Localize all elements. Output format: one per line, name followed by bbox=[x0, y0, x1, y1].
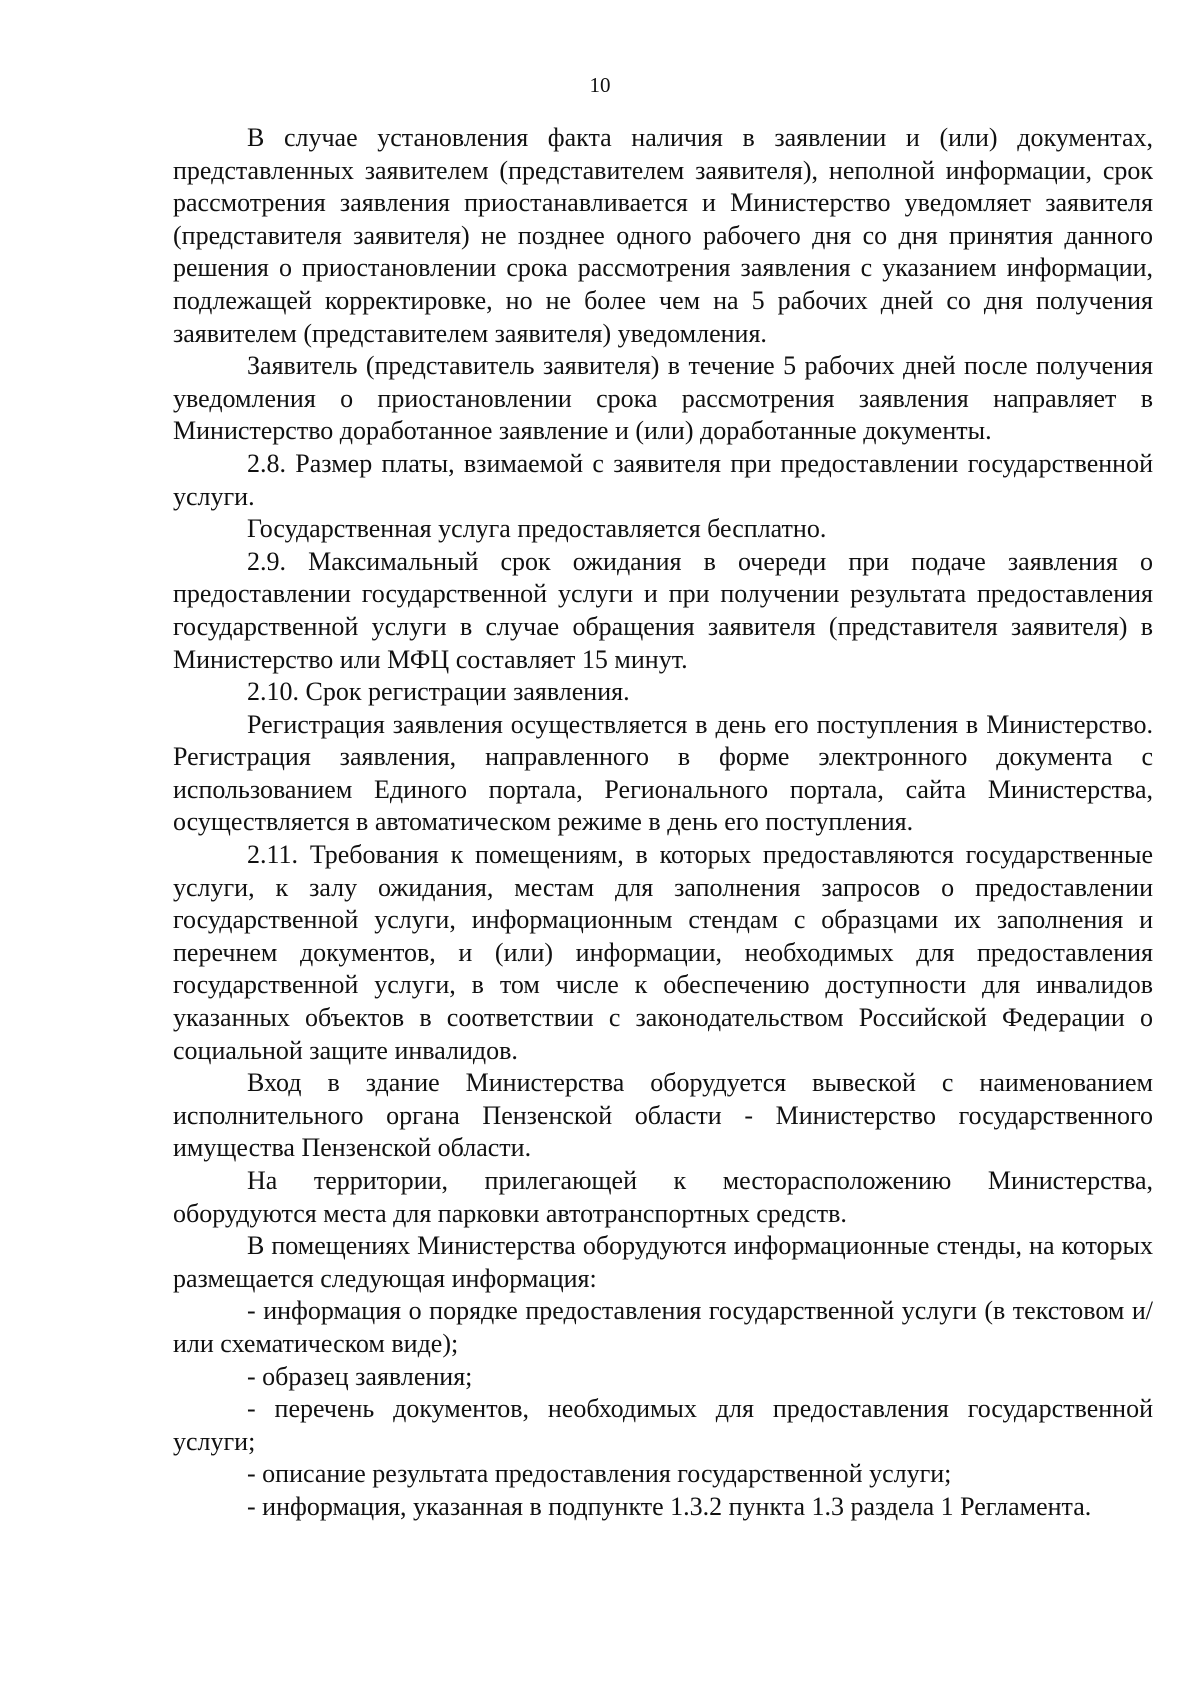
document-body bbox=[173, 122, 1153, 1524]
paragraph-registration: Регистрация заявления осуществляется в день его поступления в Министерство. Регистрация заявления, направленного в форме электронного документа с использованием Единого портала, Регионального портала, сайта Министерства, осуществляется в автоматическом режиме в день его поступления. bbox=[173, 709, 1153, 837]
list-item-reglament-reference: - информация, указанная в подпункте 1.3.2 пункта 1.3 раздела 1 Регламента. bbox=[247, 1491, 1092, 1521]
paragraph-suspension-notice: В случае установления факта наличия в заявлении и (или) документах, представленных заявителем (представителем заявителя), неполной информации, срок рассмотрения заявления приостанавливается и Министерство уведомляет заявителя (представителя заявителя) не позднее одного рабочего дня со дня принятия данного решения о приостановлении срока рассмотрения заявления с указанием информации, подлежащей корректировке, но не более чем на 5 рабочих дней со дня получения заявителем (представителем заявителя) уведомления. bbox=[173, 123, 1153, 348]
paragraph-2-8-fee: 2.8. Размер платы, взимаемой с заявителя при предоставлении государственной услуги. bbox=[173, 448, 1153, 511]
list-item-application-sample: - образец заявления; bbox=[247, 1361, 473, 1391]
paragraph-2-9-waiting-time: 2.9. Максимальный срок ожидания в очереди при подаче заявления о предоставлении государственной услуги и при получении результата предоставления государственной услуги в случае обращения заявителя (представителя заявителя) в Министерство или МФЦ составляет 15 минут. bbox=[173, 546, 1153, 674]
list-item-procedure-info: - информация о порядке предоставления государственной услуги (в текстовом и/или схематическом виде); bbox=[173, 1296, 1153, 1358]
list-item-result-description: - описание результата предоставления государственной услуги; bbox=[247, 1459, 952, 1489]
paragraph-free-service: Государственная услуга предоставляется бесплатно. bbox=[247, 514, 827, 544]
paragraph-2-11-premises-requirements: 2.11. Требования к помещениям, в которых предоставляются государственные услуги, к залу ожидания, местам для заполнения запросов о предоставлении государственной услуги, информационным стендам с образцами их заполнения и перечнем документов, и (или) информации, необходимых для предоставления государственной услуги, в том числе к обеспечению доступности для инвалидов указанных объектов в соответствии с законодательством Российской Федерации о социальной защите инвалидов. bbox=[173, 840, 1153, 1065]
paragraph-2-10-registration-term: 2.10. Срок регистрации заявления. bbox=[247, 677, 630, 707]
paragraph-parking: На территории, прилегающей к месторасположению Министерства, оборудуются места для парковки автотранспортных средств. bbox=[173, 1166, 1153, 1228]
paragraph-info-stands: В помещениях Министерства оборудуются информационные стенды, на которых размещается следующая информация: bbox=[173, 1231, 1153, 1293]
list-item-documents-list: - перечень документов, необходимых для предоставления государственной услуги; bbox=[173, 1394, 1153, 1456]
page-number: 10 bbox=[589, 73, 611, 97]
paragraph-entrance-sign: Вход в здание Министерства оборудуется вывеской с наименованием исполнительного органа Пензенской области - Министерство государственного имущества Пензенской области. bbox=[173, 1068, 1153, 1163]
paragraph-revised-documents: Заявитель (представитель заявителя) в течение 5 рабочих дней после получения уведомления о приостановлении срока рассмотрения заявления направляет в Министерство доработанное заявление и (или) доработанные документы. bbox=[173, 351, 1153, 446]
